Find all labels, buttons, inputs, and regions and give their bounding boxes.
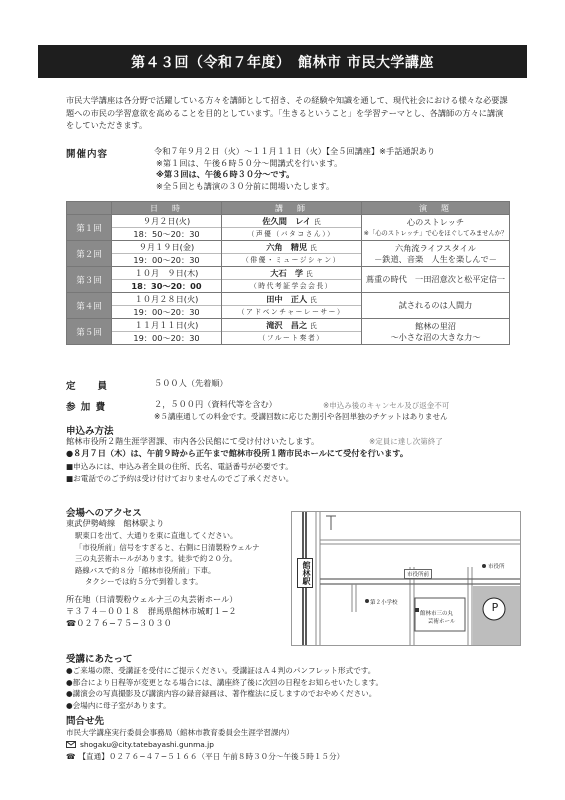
contact-email[interactable]: shogaku@city.tatebayashi.gunma.jp [80, 740, 214, 749]
session-lecturer [222, 215, 362, 241]
page-title: 第４３回（令和７年度） 館林市 市民大学講座 [38, 45, 527, 78]
session-time: 19：00～20：30 [133, 255, 200, 265]
table-row [67, 319, 510, 345]
topic-title: 心のストレッチ [406, 216, 465, 227]
route-marker-icon [326, 516, 336, 530]
table-header-row [67, 202, 510, 215]
capacity-label: 定 員 [66, 381, 109, 392]
station-label: 館林駅 [297, 558, 313, 588]
lecturer-role: （時代考証学会会長） [250, 282, 333, 290]
apply-line-4: ■お電話でのご予約は受け付けておりませんのでご了承ください。 [66, 474, 294, 483]
lecturer-name: 田中 正人 [266, 294, 308, 304]
topic-title: 蔦重の時代 一田沼意次と松平定信一 [365, 274, 506, 284]
session-date: ９月１９日(金) [112, 241, 221, 254]
schedule-line-4: ※全５回とも講演の３０分前に開場いたします。 [156, 180, 335, 191]
session-time: 18：30～20：00 [131, 281, 202, 291]
apply-line-1: 館林市役所２階生涯学習課、市内各公民館にて受け付けいたします。 [66, 436, 320, 446]
topic-title: 館林の里沼 [415, 320, 456, 331]
table-row [67, 241, 510, 267]
apply-heading: 申込み方法 [66, 426, 114, 437]
notes-heading: 受講にあたって [66, 654, 133, 665]
session-topic [362, 215, 510, 241]
venue-tel: ☎０２７６−７５−３０３０ [66, 618, 172, 628]
schedule-info [154, 146, 514, 192]
notes-list [66, 665, 383, 711]
table-row [67, 215, 510, 241]
session-date: １０月２８日(火) [112, 293, 221, 306]
access-heading: 会場へのアクセス [66, 508, 142, 519]
lecturer-name-row [222, 241, 361, 254]
intro-text: 市民大学講座は各分野で活躍している方々を講師として招き、その経験や知識を通して、現代社会における様々な必要課題への市民の学習意欲を高めることを目的としています。「生きるということ」を学習テーマとし、各講師の方々に講演をしていただきます。 [66, 95, 508, 130]
contact-email-row [66, 740, 214, 749]
access-direction: 駅東口を出て、大通りを東に直進してください。 [75, 531, 238, 540]
note-item: ●講演会の写真撮影及び講演内容の録音録画は、著作権法に反しますのでおやめください。 [66, 689, 377, 699]
contact-heading: 問合せ先 [66, 716, 105, 727]
table-header-topic: 演 題 [362, 202, 510, 215]
session-time: 19：00～20：30 [133, 333, 200, 343]
table-header-lecturer: 講 師 [222, 202, 362, 215]
topic-subtitle: ～小さな沼の大きな力～ [390, 331, 481, 342]
topic-subtitle: －鉄道、音楽 人生を楽しんで－ [374, 253, 497, 264]
lecturer-name: 六角 精児 [266, 242, 308, 252]
lecturer-role: （俳優・ミュージシャン） [242, 256, 341, 264]
access-direction: 路線バスで約８分「館林市役所前」下車。 [75, 565, 216, 575]
session-datetime [112, 267, 222, 293]
topic-title: 六角流ライフスタイル [395, 242, 476, 253]
session-topic [362, 319, 510, 345]
hall-label [420, 610, 455, 626]
session-number: 第４回 [67, 293, 112, 319]
note-item: ●会場内に母子室があります。 [66, 700, 171, 710]
school-marker [365, 599, 369, 603]
lecturer-name-row [222, 215, 361, 228]
session-number: 第３回 [67, 267, 112, 293]
session-datetime [112, 319, 222, 345]
lecturer-role: （フルート奏者） [258, 334, 325, 342]
cityhall-front-label: 市役所前 [404, 569, 432, 579]
session-datetime [112, 241, 222, 267]
contact-office: 市民大学講座実行委員会事務局（館林市教育委員会生涯学習課内） [66, 728, 294, 737]
contact-tel-row [66, 751, 344, 762]
topic-title: 試されるのは人間力 [398, 300, 473, 310]
schedule-line-2: ※第１回は、午後６時５０分～開講式を行います。 [156, 157, 343, 168]
school-label: 第２小学校 [370, 600, 398, 606]
access-directions [75, 530, 259, 588]
contact-tel: 【直通】０２７６−４７−５１６６（平日 午前８時３０分～午後５時１５分） [78, 752, 345, 761]
session-date: １０月 ９日(木) [112, 267, 221, 280]
cityhall-marker [482, 564, 486, 568]
lecturer-name: 滝沢 昌之 [266, 320, 308, 330]
hall-marker [415, 608, 419, 612]
apply-line-3: ■申込みには、申込み者全員の住所、氏名、電話番号が必要です。 [66, 462, 293, 471]
session-number: 第５回 [67, 319, 112, 345]
note-item: ●都合により日程等が変更となる場合には、講座終了後に次回の日程をお知らせいたします。 [66, 677, 384, 687]
session-time: 19：00～20：30 [133, 307, 200, 317]
fee-note-1: ※申込み後のキャンセル及び返金不可 [323, 401, 450, 410]
lecturer-name-row [222, 293, 361, 306]
venue-name: 所在地（日清製粉ウェルナ三の丸芸術ホール） [66, 594, 238, 604]
session-lecturer [222, 267, 362, 293]
hall-label-line-2: 芸術ホール [428, 619, 456, 625]
access-map [291, 511, 521, 646]
venue-address: 〒３７４－００１８ 群馬県館林市城町１−２ [66, 606, 237, 616]
session-date: １１月１１日(火) [112, 319, 221, 332]
lecturer-name: 大石 学 [270, 268, 304, 278]
schedule-label: 開催内容 [66, 149, 109, 160]
note-item: ●ご来場の際、受講証を受付にご提示ください。受講証はＡ４判のパンフレット形式です。 [66, 666, 376, 675]
session-lecturer [222, 293, 362, 319]
access-line-1: 東武伊勢崎線 館林駅より [66, 518, 165, 528]
session-number: 第１回 [67, 215, 112, 241]
table-row [67, 293, 510, 319]
table-header-blank [67, 202, 112, 215]
topic-subtitle: ※「心のストレッチ」で心をほぐしてみませんか？ [363, 229, 508, 237]
session-datetime [112, 293, 222, 319]
lecturer-honorific: 氏 [310, 322, 317, 330]
lecturer-name-row [222, 267, 361, 280]
schedule-line-1: 令和７年９月２日（火）～１１月１１日（火）【全５回講座】※手話通訳あり [154, 146, 436, 156]
session-topic [362, 293, 510, 319]
access-direction: タクシーでは約５分で到着します。 [85, 577, 203, 587]
hall-label-line-1: 館林市三の丸 [420, 611, 454, 617]
table-row [67, 267, 510, 293]
access-direction: 「市役所前」信号をすぎると、右側に日清製粉ウェルナ [75, 542, 260, 552]
session-datetime [112, 215, 222, 241]
lecturer-name: 佐久間 レイ [262, 216, 312, 226]
fee-note-2: ※５講座通しての料金です。受講回数に応じた割引や各回単独のチケットはありません [154, 412, 448, 421]
lecturer-honorific: 氏 [310, 244, 317, 252]
parking-label: P [491, 601, 499, 614]
access-direction: 三の丸芸術ホールがあります。徒歩で約２０分。 [75, 554, 237, 564]
session-topic [362, 267, 510, 293]
schedule-table [66, 201, 510, 345]
apply-line-2: ●８月７日（木）は、午前９時から正午まで館林市役所１階市民ホールにて受付を行います。 [66, 448, 409, 458]
fee-value: ２，５００円（資料代等を含む） [154, 399, 277, 409]
lecturer-role: （アドベンチャーレーサー） [237, 308, 346, 316]
session-lecturer [222, 319, 362, 345]
lecturer-honorific: 氏 [313, 218, 321, 226]
session-time: 18：50～20：30 [133, 229, 200, 239]
session-number: 第２回 [67, 241, 112, 267]
phone-icon: ☎ [66, 752, 76, 761]
session-date: ９月２日(火) [112, 215, 221, 228]
apply-line-1-note: ※定員に達し次第終了 [369, 437, 443, 446]
city-office-label: 市役所 [488, 564, 505, 570]
session-topic [362, 241, 510, 267]
table-header-date: 日 時 [112, 202, 222, 215]
lecturer-role: （声優（バタコさん）） [247, 230, 336, 238]
schedule-line-3: ※第３回は、午後６時３０分～です。 [156, 169, 295, 179]
lecturer-name-row [222, 319, 361, 332]
session-lecturer [222, 241, 362, 267]
lecturer-honorific: 氏 [310, 296, 317, 304]
lecturer-honorific: 氏 [305, 270, 313, 278]
fee-label: 参 加 費 [66, 402, 107, 413]
capacity-value: ５００人（先着順） [154, 378, 228, 388]
mail-icon [66, 741, 76, 748]
